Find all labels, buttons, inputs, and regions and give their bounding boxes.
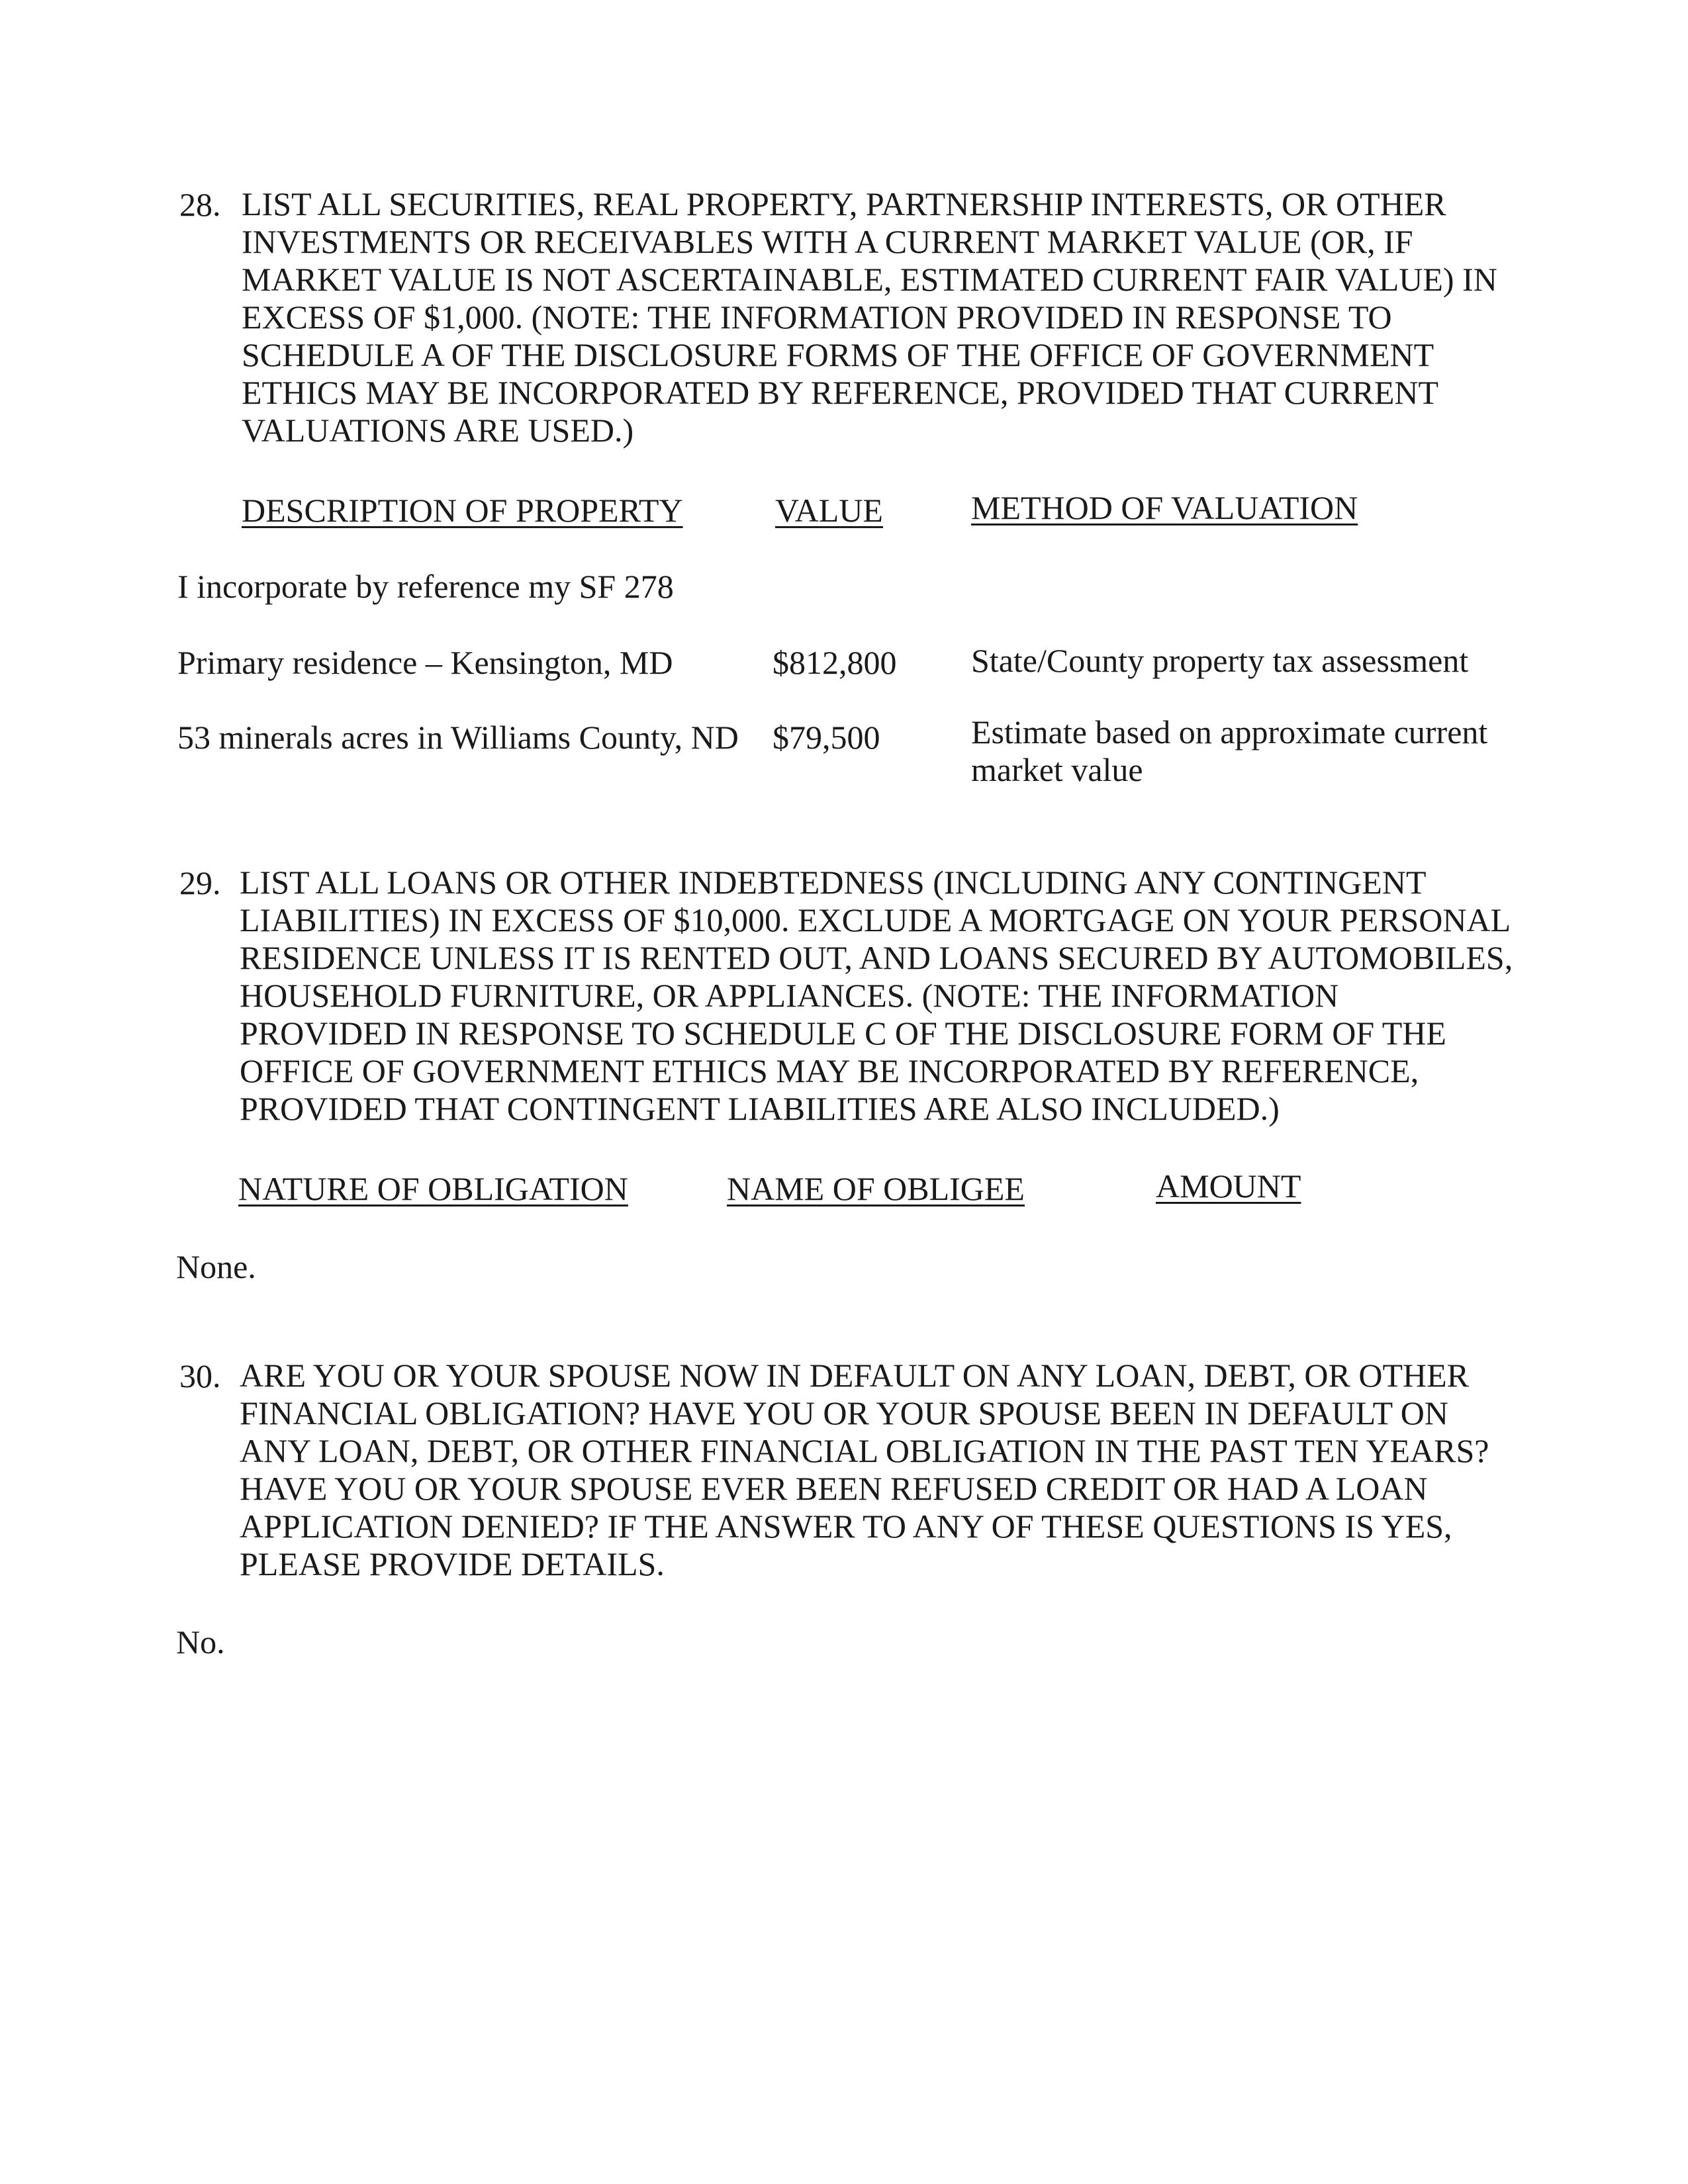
q29-line: PROVIDED THAT CONTINGENT LIABILITIES ARE ALSO INCLUDED.) <box>240 1090 1280 1127</box>
q28-line: VALUATIONS ARE USED.) <box>242 412 634 449</box>
q30-line: HAVE YOU OR YOUR SPOUSE EVER BEEN REFUSED CREDIT OR HAD A LOAN <box>240 1470 1428 1507</box>
header-nature-of-obligation: NATURE OF OBLIGATION <box>238 1170 628 1207</box>
property-row-2-description: 53 minerals acres in Williams County, ND <box>177 719 739 756</box>
q29-line: RESIDENCE UNLESS IT IS RENTED OUT, AND LOANS SECURED BY AUTOMOBILES, <box>240 939 1513 976</box>
q30-line: ANY LOAN, DEBT, OR OTHER FINANCIAL OBLIGATION IN THE PAST TEN YEARS? <box>240 1432 1489 1469</box>
header-name-of-obligee: NAME OF OBLIGEE <box>727 1170 1025 1207</box>
q28-line: ETHICS MAY BE INCORPORATED BY REFERENCE, PROVIDED THAT CURRENT <box>242 374 1439 411</box>
q29-question-text <box>240 864 1513 1128</box>
method-line: market value <box>971 751 1143 788</box>
property-row-1-description: Primary residence – Kensington, MD <box>177 644 673 681</box>
q28-line: INVESTMENTS OR RECEIVABLES WITH A CURRENT MARKET VALUE (OR, IF <box>242 223 1413 260</box>
q30-number: 30. <box>179 1357 221 1394</box>
q30-line: APPLICATION DENIED? IF THE ANSWER TO ANY OF THESE QUESTIONS IS YES, <box>240 1508 1452 1545</box>
q30-line: PLEASE PROVIDE DETAILS. <box>240 1545 665 1582</box>
q29-line: OFFICE OF GOVERNMENT ETHICS MAY BE INCORPORATED BY REFERENCE, <box>240 1052 1419 1089</box>
method-line: Estimate based on approximate current <box>971 713 1488 751</box>
property-row-1-value: $812,800 <box>773 644 897 681</box>
q29-number: 29. <box>179 864 221 901</box>
header-method-of-valuation: METHOD OF VALUATION <box>971 489 1358 526</box>
header-amount: AMOUNT <box>1156 1167 1301 1205</box>
property-row-2-method <box>971 713 1487 789</box>
q29-answer: None. <box>176 1248 256 1285</box>
q29-line: HOUSEHOLD FURNITURE, OR APPLIANCES. (NOTE: THE INFORMATION <box>240 977 1339 1014</box>
header-value: VALUE <box>775 492 883 529</box>
q30-question-text <box>240 1357 1489 1583</box>
q30-answer: No. <box>176 1623 225 1661</box>
sf278-reference-note: I incorporate by reference my SF 278 <box>177 568 674 605</box>
q29-line: LIST ALL LOANS OR OTHER INDEBTEDNESS (INCLUDING ANY CONTINGENT <box>240 864 1427 901</box>
q29-line: PROVIDED IN RESPONSE TO SCHEDULE C OF THE DISCLOSURE FORM OF THE <box>240 1015 1446 1052</box>
q28-line: LIST ALL SECURITIES, REAL PROPERTY, PARTNERSHIP INTERESTS, OR OTHER <box>242 185 1446 222</box>
property-row-1-method: State/County property tax assessment <box>971 642 1469 679</box>
property-row-2-value: $79,500 <box>773 719 880 756</box>
q28-number: 28. <box>179 186 221 223</box>
q28-line: EXCESS OF $1,000. (NOTE: THE INFORMATION PROVIDED IN RESPONSE TO <box>242 298 1392 336</box>
q28-line: MARKET VALUE IS NOT ASCERTAINABLE, ESTIMATED CURRENT FAIR VALUE) IN <box>242 261 1497 298</box>
q28-line: SCHEDULE A OF THE DISCLOSURE FORMS OF THE OFFICE OF GOVERNMENT <box>242 336 1434 373</box>
header-description-of-property: DESCRIPTION OF PROPERTY <box>242 492 683 529</box>
q30-line: FINANCIAL OBLIGATION? HAVE YOU OR YOUR SPOUSE BEEN IN DEFAULT ON <box>240 1394 1448 1432</box>
q30-line: ARE YOU OR YOUR SPOUSE NOW IN DEFAULT ON ANY LOAN, DEBT, OR OTHER <box>240 1357 1469 1394</box>
q29-line: LIABILITIES) IN EXCESS OF $10,000. EXCLUDE A MORTGAGE ON YOUR PERSONAL <box>240 901 1511 938</box>
q28-question-text <box>242 185 1497 449</box>
